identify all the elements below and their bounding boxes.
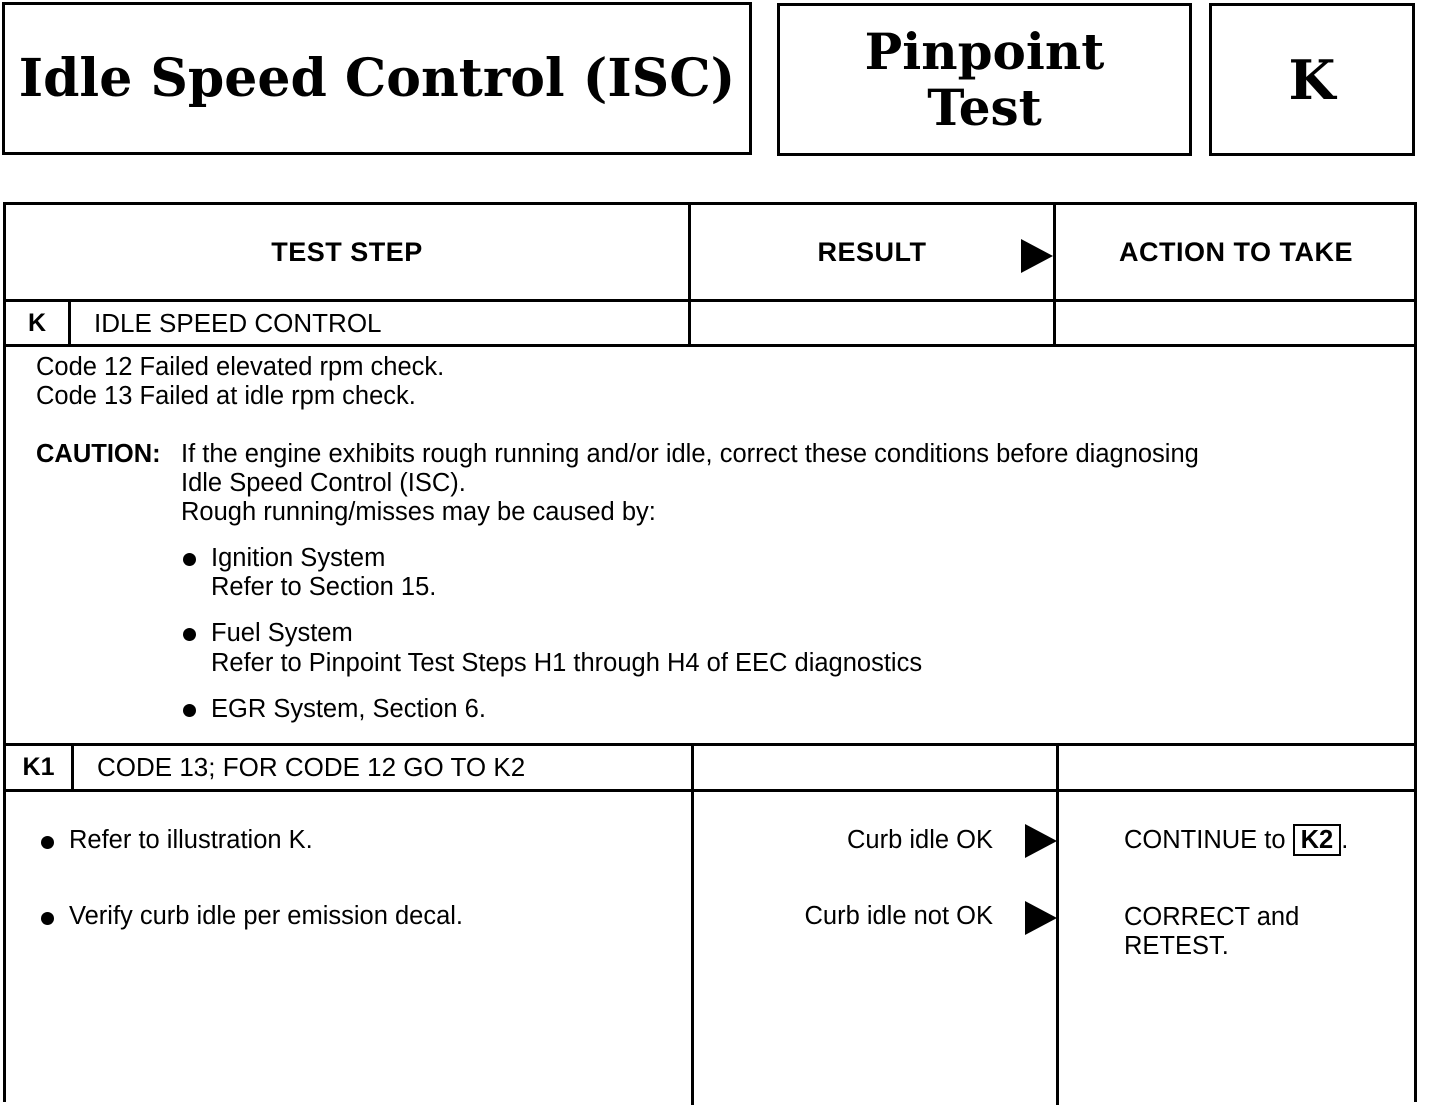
k1-item-verify: Verify curb idle per emission decal. (69, 902, 464, 930)
result-arrow-icon (1021, 239, 1053, 273)
procedure-title-text: Idle Speed Control (ISC) (18, 48, 736, 109)
step-k-title: IDLE SPEED CONTROL (94, 308, 382, 338)
test-letter (1209, 3, 1415, 156)
pinpoint-test-label (777, 3, 1192, 156)
result-arrow-icon (1025, 824, 1057, 858)
action-continue-period: . (1341, 826, 1349, 854)
step-k1-id: K1 (22, 753, 55, 781)
action-continue-text: CONTINUE to (1124, 826, 1286, 854)
action-correct-line-2: RETEST. (1124, 932, 1229, 960)
col-test-step: TEST STEP (271, 237, 423, 267)
bullet-icon (183, 628, 196, 641)
code-12-text: Code 12 Failed elevated rpm check. (36, 353, 445, 381)
rule-header (6, 299, 1414, 302)
col-result: RESULT (817, 237, 927, 267)
rule-col2-top (1053, 205, 1056, 344)
caution-line-2: Idle Speed Control (ISC). (181, 469, 466, 497)
bullet-icon (183, 704, 196, 717)
result-arrow-icon (1025, 901, 1057, 935)
step-k-id: K (27, 309, 47, 337)
rule-step-k (6, 344, 1414, 347)
action-continue (1124, 824, 1348, 856)
rule-k-id (68, 299, 71, 344)
rule-col1-top (688, 205, 691, 344)
bullet-icon (183, 553, 196, 566)
bullet-icon (41, 912, 54, 925)
code-13-text: Code 13 Failed at idle rpm check. (36, 382, 416, 410)
caution-label: CAUTION: (36, 440, 161, 468)
test-table (3, 202, 1417, 1102)
action-correct-line-1: CORRECT and (1124, 903, 1300, 931)
result-curb-idle-ok: Curb idle OK (847, 826, 993, 854)
step-ref-k2[interactable]: K2 (1293, 824, 1342, 856)
bullet-icon (41, 836, 54, 849)
cause-fuel: Fuel System (211, 619, 353, 647)
cause-fuel-ref: Refer to Pinpoint Test Steps H1 through H4 of EEC diagnostics (211, 649, 923, 677)
rule-step-k1 (6, 789, 1414, 792)
rule-step-k1-top (6, 743, 1414, 746)
result-curb-idle-not-ok: Curb idle not OK (804, 902, 993, 930)
rule-k1-id (71, 743, 74, 789)
cause-ignition-ref: Refer to Section 15. (211, 573, 437, 601)
k1-item-illustration: Refer to illustration K. (69, 826, 313, 854)
step-k1-title: CODE 13; FOR CODE 12 GO TO K2 (97, 752, 526, 782)
procedure-title (2, 2, 752, 155)
test-letter-text: K (1288, 47, 1336, 112)
col-action: ACTION TO TAKE (1119, 237, 1353, 267)
caution-line-3: Rough running/misses may be caused by: (181, 498, 656, 526)
pinpoint-line-1: Pinpoint (864, 21, 1105, 81)
pinpoint-line-2: Test (927, 77, 1042, 137)
cause-egr: EGR System, Section 6. (211, 695, 486, 723)
cause-ignition: Ignition System (211, 544, 386, 572)
caution-line-1: If the engine exhibits rough running and/or idle, correct these conditions before diagnosing (181, 440, 1199, 468)
